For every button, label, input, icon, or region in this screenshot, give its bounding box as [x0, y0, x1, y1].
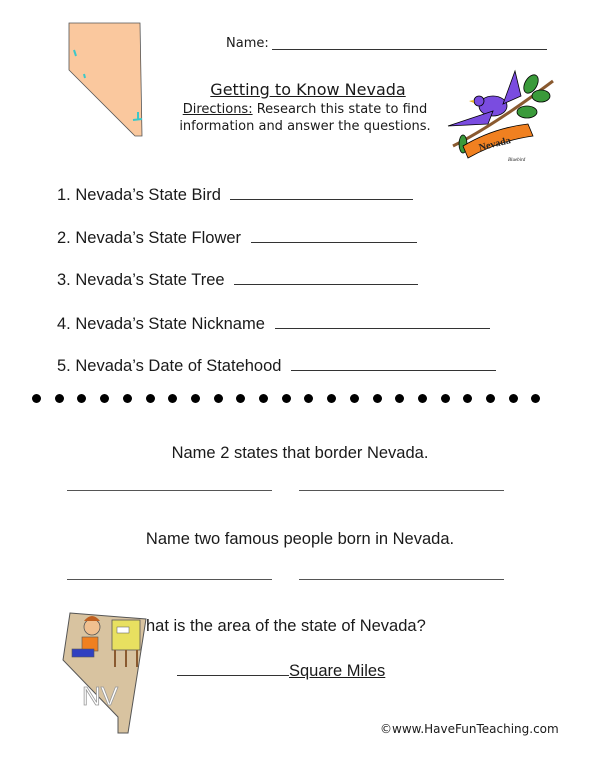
- divider-dot: [441, 394, 450, 403]
- divider-dot: [282, 394, 291, 403]
- divider-dot: [395, 394, 404, 403]
- slot-machine-cartoon-icon: [60, 605, 150, 740]
- divider-dot: [146, 394, 155, 403]
- question-text: Nevada’s State Tree: [75, 271, 225, 289]
- page-title-text: Getting to Know Nevada: [210, 80, 406, 99]
- directions-label: Directions:: [182, 102, 253, 117]
- famous-person-answer-1[interactable]: [67, 579, 272, 580]
- divider-dot: [350, 394, 359, 403]
- divider-dot: [531, 394, 540, 403]
- divider-dot: [327, 394, 336, 403]
- question-text: Nevada’s Date of Statehood: [75, 357, 282, 375]
- area-answer: [177, 660, 385, 681]
- question-1: [57, 185, 413, 205]
- divider-dot: [214, 394, 223, 403]
- border-state-answer-2[interactable]: [299, 490, 504, 491]
- divider-dot: [463, 394, 472, 403]
- divider-dot: [259, 394, 268, 403]
- area-unit-label: Square Miles: [289, 662, 386, 680]
- border-state-answer-1[interactable]: [67, 490, 272, 491]
- question-2: [57, 228, 417, 248]
- question-text: Nevada’s State Bird: [75, 186, 221, 204]
- divider-dot: [486, 394, 495, 403]
- divider-dot: [77, 394, 86, 403]
- directions: [150, 101, 460, 135]
- directions-text-2: information and answer the questions.: [179, 119, 431, 134]
- question-text: Nevada’s State Flower: [75, 229, 242, 247]
- answer-line-state-tree[interactable]: [234, 270, 418, 285]
- dotted-divider: [32, 393, 572, 405]
- nv-label: NV: [82, 681, 119, 711]
- directions-text-1: Research this state to find: [252, 102, 428, 117]
- bird-caption: Bluebird: [508, 158, 526, 163]
- question-3: [57, 270, 418, 290]
- area-prompt: hat is the area of the state of Nevada?: [146, 617, 426, 635]
- divider-dot: [418, 394, 427, 403]
- divider-dot: [123, 394, 132, 403]
- divider-dot: [32, 394, 41, 403]
- name-label: Name:: [226, 36, 269, 51]
- copyright-footer: ©www.HaveFunTeaching.com: [380, 722, 559, 736]
- famous-person-answer-2[interactable]: [299, 579, 504, 580]
- divider-dot: [191, 394, 200, 403]
- divider-dot: [304, 394, 313, 403]
- bluebird-icon: [443, 66, 558, 166]
- question-number: 2.: [57, 229, 71, 247]
- divider-dot: [168, 394, 177, 403]
- answer-line-statehood-date[interactable]: [291, 356, 496, 371]
- question-number: 4.: [57, 315, 71, 333]
- question-text: Nevada’s State Nickname: [75, 315, 265, 333]
- answer-line-state-flower[interactable]: [251, 228, 417, 243]
- name-input-line[interactable]: [272, 49, 547, 50]
- page-title: [150, 80, 466, 99]
- divider-dot: [373, 394, 382, 403]
- nevada-map-icon: [66, 20, 146, 140]
- divider-dot: [509, 394, 518, 403]
- answer-line-state-nickname[interactable]: [275, 314, 490, 329]
- border-states-prompt: Name 2 states that border Nevada.: [171, 444, 429, 462]
- question-5: [57, 356, 496, 376]
- divider-dot: [55, 394, 64, 403]
- question-number: 5.: [57, 357, 71, 375]
- answer-line-state-bird[interactable]: [230, 185, 413, 200]
- question-4: [57, 314, 490, 334]
- question-number: 1.: [57, 186, 71, 204]
- divider-dot: [100, 394, 109, 403]
- area-answer-line[interactable]: [177, 660, 289, 676]
- famous-people-prompt: Name two famous people born in Nevada.: [145, 530, 455, 548]
- bird-banner-text: Nevada: [477, 135, 512, 154]
- divider-dot: [236, 394, 245, 403]
- question-number: 3.: [57, 271, 71, 289]
